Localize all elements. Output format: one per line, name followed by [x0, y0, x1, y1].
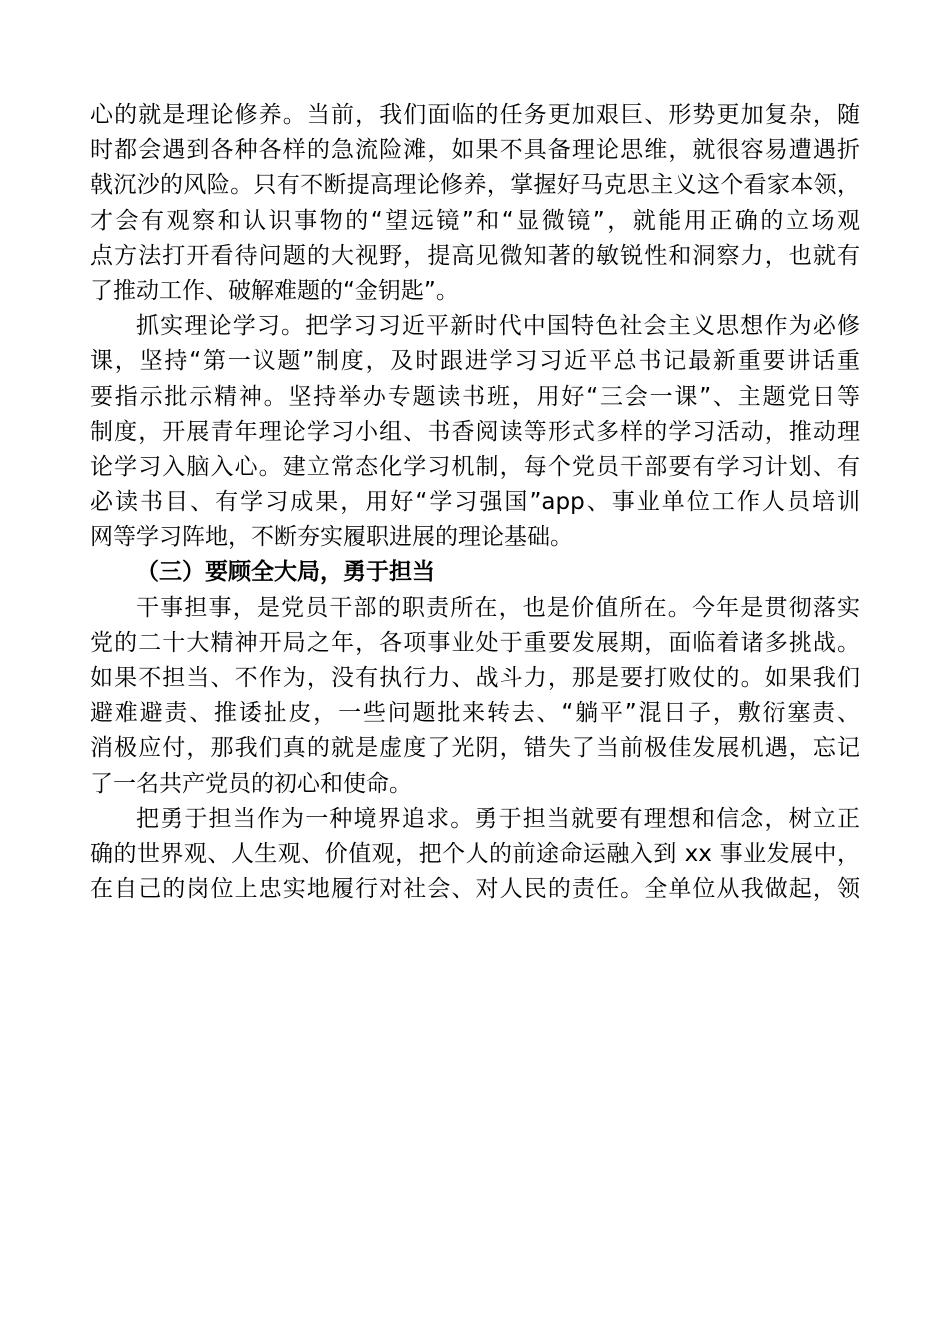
text-line: 党的二十大精神开局之年，各项事业处于重要发展期，面临着诸多挑战。: [90, 629, 860, 656]
paragraph-responsibility: [90, 591, 860, 802]
text-line: 了一名共产党员的初心和使命。: [90, 770, 412, 797]
text-line: 必读书目、有学习成果，用好“学习强国”app、事业单位工作人员培训: [90, 489, 860, 516]
text-line: 点方法打开看待问题的大视野，提高见微知著的敏锐性和洞察力，也就有: [90, 242, 860, 269]
text-line: 确的世界观、人生观、价值观，把个人的前途命运融入到 xx 事业发展中，: [90, 840, 860, 867]
text-line: 心的就是理论修养。当前，我们面临的任务更加艰巨、形势更加复杂，随: [90, 102, 860, 128]
section-heading: （三）要顾全大局，勇于担当: [136, 559, 435, 586]
paragraph-theory-cultivation: [90, 98, 860, 309]
text-line: 如果不担当、不作为，没有执行力、战斗力，那是要打败仗的。如果我们: [90, 665, 860, 691]
text-line: 制度，开展青年理论学习小组、书香阅读等形式多样的学习活动，推动理: [90, 418, 860, 445]
text-line: 避难避责、推诿扯皮，一些问题批来转去、“躺平”混日子，敷衍塞责、: [90, 700, 860, 727]
text-line: 戟沉沙的风险。只有不断提高理论修养，掌握好马克思主义这个看家本领，: [90, 172, 860, 199]
text-line: 了推动工作、破解难题的“金钥匙”。: [90, 277, 459, 304]
text-line: 抓实理论学习。把学习习近平新时代中国特色社会主义思想作为必修: [136, 313, 860, 340]
document-body: [90, 98, 860, 907]
text-line: 消极应付，那我们真的就是虚度了光阴，错失了当前极佳发展机遇，忘记: [90, 735, 860, 762]
text-line: 时都会遇到各种各样的急流险滩，如果不具备理论思维，就很容易遭遇折: [90, 137, 860, 164]
text-line: 课，坚持“第一议题”制度，及时跟进学习习近平总书记最新重要讲话重: [90, 348, 860, 375]
text-line: 论学习入脑入心。建立常态化学习机制，每个党员干部要有学习计划、有: [90, 453, 860, 480]
text-line: 在自己的岗位上忠实地履行对社会、对人民的责任。全单位从我做起，领: [90, 876, 860, 903]
text-line: 把勇于担当作为一种境界追求。勇于担当就要有理想和信念，树立正: [136, 805, 860, 832]
paragraph-theory-study: [90, 309, 860, 555]
text-line: 干事担事，是党员干部的职责所在，也是价值所在。今年是贯彻落实: [136, 594, 860, 621]
text-line: 要指示批示精神。坚持举办专题读书班，用好“三会一课”、主题党日等: [90, 383, 860, 410]
text-line: 才会有观察和认识事物的“望远镜”和“显微镜”，就能用正确的立场观: [90, 207, 860, 234]
paragraph-courage: [90, 802, 860, 908]
text-line: 网等学习阵地，不断夯实履职进展的理论基础。: [90, 524, 573, 551]
